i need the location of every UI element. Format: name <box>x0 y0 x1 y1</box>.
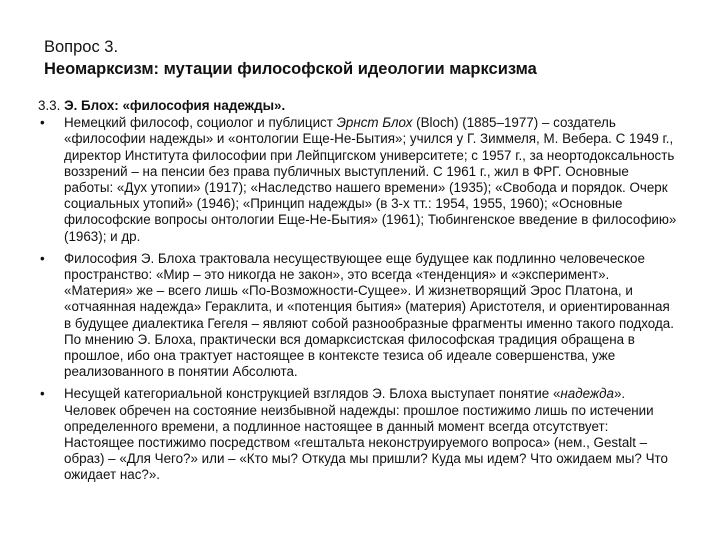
bullet-3-part-a: Несущей категориальной конструкцией взглядов Э. Блоха выступает понятие « <box>64 386 561 402</box>
bullet-text-1 <box>64 115 678 245</box>
bullet-dot-icon: • <box>40 250 45 266</box>
bullet-1-part-c: (Bloch) (1885–1977) – создатель «философии надежды» и «онтологии Еще-Не-Бытия»; учился у Г. Зиммеля, М. Вебера. С 1949 г., директор Института философии при Лейпцигском университете; с 1957 г., за неортодоксальность воззрений – на пенсии без права публичных выступлений. С 1961 г., жил в ФРГ. Основные работы: «Дух утопии» (1917); «Наследство нашего времени» (1935); «Свобода и порядок. Очерк социальных утопий» (1946); «Принцип надежды» (в 3-х тт.: 1954, 1955, 1960); «Основные философские вопросы онтологии Еще-Не-Бытия» (1961); Тюбингенское введение в философию» (1963); и др. <box>64 115 677 244</box>
bullet-text-2: Философия Э. Блоха трактовала несуществующее еще будущее как подлинно человеческое пространство: «Мир – это никогда не закон», это всегда «тенденция» и «эксперимент». «Материя» же – всего лишь «По-Возможности-Сущее». И жизнетворящий Эрос Платона, и «отчаянная надежда» Гераклита, и «потенция бытия» (материя) Аристотеля, и ориентированная в будущее диалектика Гегеля – являют собой разнообразные фрагменты именно такого подхода. По мнению Э. Блоха, практически вся домарксистская философская традиция обращена в прошлое, ибо она трактует настоящее в контексте тезиса об идеале совершенства, уже реализованного в понятии Абсолюта. <box>64 250 674 380</box>
bullet-1-part-a: Немецкий философ, социолог и публицист <box>64 115 337 131</box>
question-label: Вопрос 3. <box>44 38 119 56</box>
bullet-item-2 <box>38 251 678 381</box>
bullet-item-1 <box>38 115 678 245</box>
bullet-1-name-italic: Эрнст Блох <box>336 115 413 131</box>
bullet-3-part-c: ». Человек обречен на состояние неизбывной надежды: прошлое постижимо лишь по истечении определенного времени, а подлинное настоящее в данный момент всегда отсутствует: Настоящее постижимо посредством «гештальта неконструируемого вопроса» (нем., Gestalt – образ) – «Для Чего?» или – «Кто мы? Откуда мы пришли? Куда мы идем? Что ожидаем мы? Что ожидает нас?». <box>64 386 668 483</box>
slide-title: Неомарксизм: мутации философской идеологии марксизма <box>44 60 537 78</box>
section-heading <box>38 98 678 114</box>
body-text <box>38 98 678 490</box>
section-title: Э. Блох: «философия надежды». <box>64 98 286 113</box>
bullet-3-term-italic: надежда <box>560 386 614 402</box>
bullet-item-3 <box>38 386 678 483</box>
bullet-dot-icon: • <box>40 386 45 402</box>
title-block <box>44 36 684 80</box>
bullet-dot-icon: • <box>40 115 45 131</box>
bullet-text-3 <box>64 386 678 483</box>
section-number: 3.3. <box>38 98 61 113</box>
